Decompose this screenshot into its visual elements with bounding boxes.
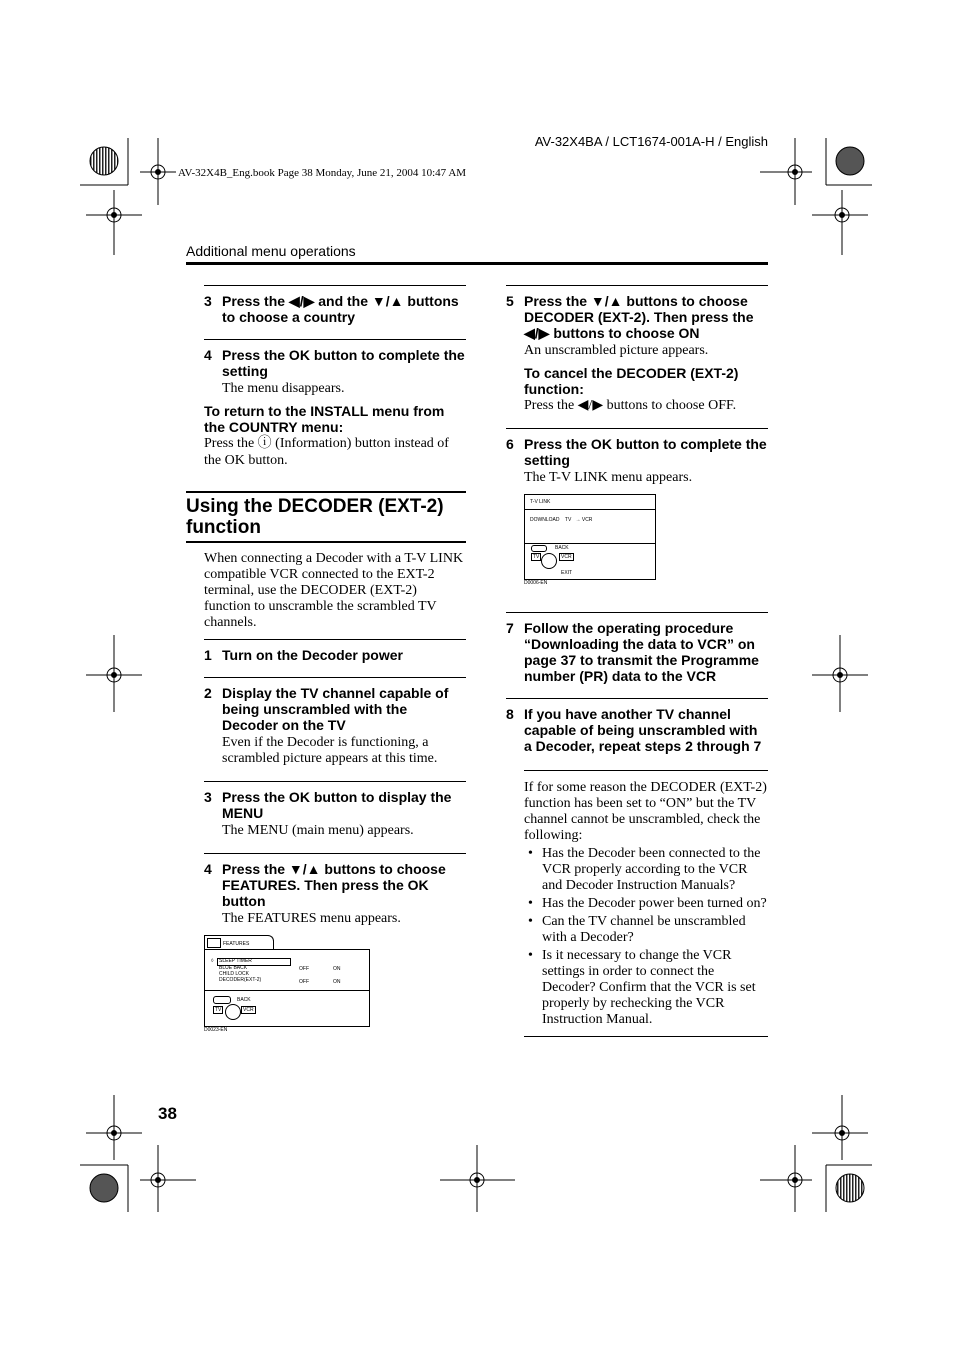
tv-button: TV [215, 1007, 222, 1013]
features-menu-illustration [204, 935, 372, 1033]
step-7-follow-procedure [506, 612, 768, 692]
tvlink-title: T-V LINK [530, 499, 551, 505]
download-row: DOWNLOAD TV → VCR [530, 517, 593, 523]
step-3-country [204, 285, 466, 333]
check-item: • Has the Decoder been connected to the VCR properly according to the VCR and Decoder Instruction Manuals? [542, 846, 768, 894]
step-number: 1 [204, 647, 212, 663]
step-title: Press the OK button to complete the setting [524, 436, 767, 468]
step-body: The FEATURES menu appears. [222, 911, 401, 926]
left-column [186, 285, 466, 1041]
option-on: ON [333, 979, 341, 985]
menu-divider [205, 990, 369, 991]
step-title: Press the ▼/▲ buttons to choose FEATURES. Then press the OK button [222, 861, 446, 909]
step-1-decoder-power [204, 639, 466, 671]
return-title: To return to the INSTALL menu from the COUNTRY menu: [204, 403, 445, 435]
step-title: Turn on the Decoder power [222, 647, 403, 663]
section-header: Additional menu operations [186, 243, 356, 259]
menu-divider [525, 543, 655, 544]
step-number: 8 [506, 706, 514, 722]
header-rule [186, 262, 768, 265]
step-number: 6 [506, 436, 514, 452]
step-body: The T-V LINK menu appears. [524, 470, 693, 485]
step-title: Follow the operating procedure “Downloading the data to VCR” on page 37 to transmit the Programme number (PR) data to the VCR [524, 620, 759, 684]
step-number: 4 [204, 861, 212, 877]
step-body: The menu disappears. [222, 381, 345, 396]
vcr-button: VCR [561, 554, 572, 560]
back-button-icon [213, 996, 231, 1004]
step-title: Display the TV channel capable of being unscrambled with the Decoder on the TV [222, 685, 449, 733]
check-item: • Has the Decoder power been turned on? [542, 896, 768, 912]
check-item: • Can the TV channel be unscrambled with a Decoder? [542, 914, 768, 946]
step-number: 2 [204, 685, 212, 701]
troubleshooting-note [524, 770, 768, 1037]
cancel-body: Press the ◀/▶ buttons to choose OFF. [524, 398, 737, 413]
step-body: Even if the Decoder is functioning, a scrambled picture appears at this time. [222, 735, 438, 766]
crop-mark-bottom-center [440, 1145, 515, 1212]
step-number: 3 [204, 293, 212, 309]
file-stamp: AV-32X4B_Eng.book Page 38 Monday, June 21, 2004 10:47 AM [178, 167, 467, 179]
step-title: Press the ▼/▲ buttons to choose DECODER (EXT-2). Then press the ◀/▶ buttons to choose ON [524, 293, 754, 341]
section-heading: Using the DECODER (EXT-2) function [186, 491, 466, 543]
figure-code: D0006-EN [524, 580, 548, 586]
page-number: 38 [158, 1104, 177, 1123]
cursor-pad-icon [225, 1004, 241, 1020]
features-menu-title: FEATURES [223, 941, 250, 947]
step-title: Press the OK button to display the MENU [222, 789, 452, 821]
tvlink-menu-box [524, 494, 656, 580]
crop-mark-left-middle [86, 635, 142, 712]
step-title: If you have another TV channel capable of being unscrambled with a Decoder, repeat steps 2 through 7 [524, 706, 762, 754]
tvlink-menu-illustration [524, 494, 656, 586]
features-tab [204, 935, 274, 950]
option-off: OFF [299, 979, 309, 985]
step-3-display-menu [204, 781, 466, 847]
step-title: Press the ◀/▶ and the ▼/▲ buttons to choose a country [222, 293, 459, 325]
menu-divider [525, 509, 655, 510]
right-column [506, 285, 768, 1037]
note-intro: If for some reason the DECODER (EXT-2) function has been set to “ON” but the TV channel cannot be unscrambled, check the following: [524, 780, 767, 843]
check-list [524, 846, 768, 1028]
crop-mark-top-left [80, 138, 176, 255]
crop-mark-right-middle [812, 635, 868, 712]
step-body: An unscrambled picture appears. [524, 343, 709, 358]
option-on: ON [333, 966, 341, 972]
crop-mark-bottom-right [760, 1095, 872, 1212]
doc-id: AV-32X4BA / LCT1674-001A-H / English [534, 134, 768, 149]
menu-item: SLEEP TIMER [219, 958, 252, 964]
figure-code: D0023-EN [204, 1027, 228, 1033]
check-item: • Is it necessary to change the VCR settings in order to connect the Decoder? Confirm that the VCR is set properly by rechecking the VCR Instruction Manual. [542, 948, 768, 1028]
step-number: 3 [204, 789, 212, 805]
menu-item: CHILD LOCK [219, 971, 250, 977]
back-button-icon [531, 545, 547, 552]
tv-button: TV [533, 554, 540, 560]
cursor-pad-icon [541, 553, 557, 569]
step-4-complete [204, 339, 466, 477]
menu-item: BLUE BACK [219, 965, 248, 971]
step-8-repeat [506, 698, 768, 762]
option-off: OFF [299, 966, 309, 972]
menu-item: DECODER(EXT-2) [219, 977, 262, 983]
crop-mark-bottom-left [80, 1095, 196, 1212]
return-body: Press the ⓘ (Information) button instead of the OK button. [204, 436, 449, 468]
intro-paragraph: When connecting a Decoder with a T-V LINK compatible VCR connected to the EXT-2 terminal, use the DECODER (EXT-2) function to unscramble the scrambled TV channels. [204, 551, 464, 630]
step-2-display-channel [204, 677, 466, 775]
exit-label: EXIT [561, 570, 573, 576]
pointer-icon: ◊ [211, 958, 214, 964]
back-label: BACK [237, 997, 251, 1003]
cancel-title: To cancel the DECODER (EXT-2) function: [524, 365, 739, 397]
step-4-features [204, 853, 466, 1041]
crop-mark-top-right [760, 138, 872, 255]
vcr-button: VCR [243, 1007, 254, 1013]
step-number: 7 [506, 620, 514, 636]
step-title: Press the OK button to complete the setting [222, 347, 465, 379]
step-number: 5 [506, 293, 514, 309]
step-6-complete [506, 428, 768, 612]
step-5-decoder-on [506, 285, 768, 422]
step-body: The MENU (main menu) appears. [222, 823, 414, 838]
features-icon [207, 938, 221, 948]
features-menu-box [204, 949, 370, 1027]
step-number: 4 [204, 347, 212, 363]
back-label: BACK [555, 545, 569, 551]
